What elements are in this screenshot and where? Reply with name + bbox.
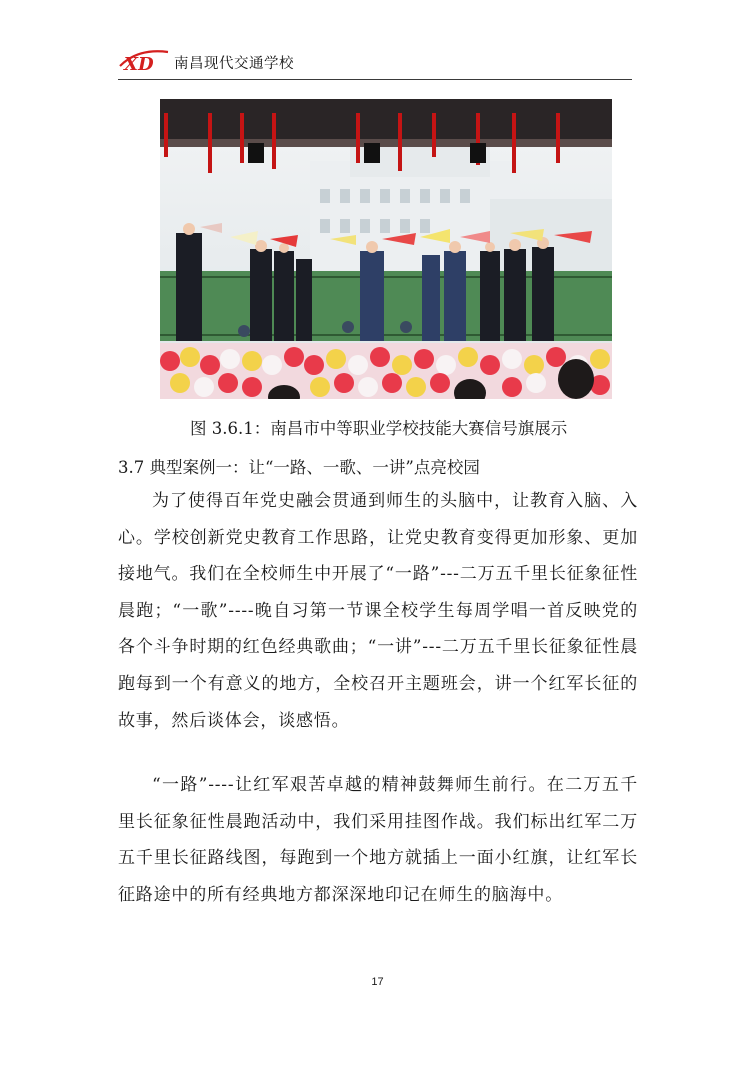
section-heading: 3.7 典型案例一：让“一路、一歌、一讲”点亮校园 (118, 458, 480, 477)
photo-illustration (160, 99, 612, 399)
body-paragraph: 为了使得百年党史融会贯通到师生的头脑中，让教育入脑、入心。学校创新党史教育工作思路，让党史教育变得更加形象、更加接地气。我们在全校师生中开展了“一路”---二万五千里长征象征性晨跑；“一歌”----晚自习第一节课全校学生每周学唱一首反映党的各个斗争时期的红色经典歌曲；“一讲”---二万五千里长征象征性晨跑每到一个有意义的地方，全校召开主题班会，讲一个红军长征的故事，然后谈体会，谈感悟。 (118, 491, 638, 731)
header-divider (118, 79, 632, 80)
figure-caption: 图 3.6.1：南昌市中等职业学校技能大赛信号旗展示 (190, 419, 568, 438)
page-header (118, 42, 632, 80)
school-logo (118, 46, 172, 74)
page-number: 17 (371, 976, 384, 988)
svg-text:XD: XD (124, 54, 154, 74)
body-paragraph: “一路”----让红军艰苦卓越的精神鼓舞师生前行。在二万五千里长征象征性晨跑活动中，我们采用挂图作战。我们标出红军二万五千里长征路线图，每跑到一个地方就插上一面小红旗，让红军长征路途中的所有经典地方都深深地印记在师生的脑海中。 (118, 775, 638, 905)
signal-flag-performance-photo (160, 99, 612, 399)
school-name: 南昌现代交通学校 (174, 56, 294, 72)
